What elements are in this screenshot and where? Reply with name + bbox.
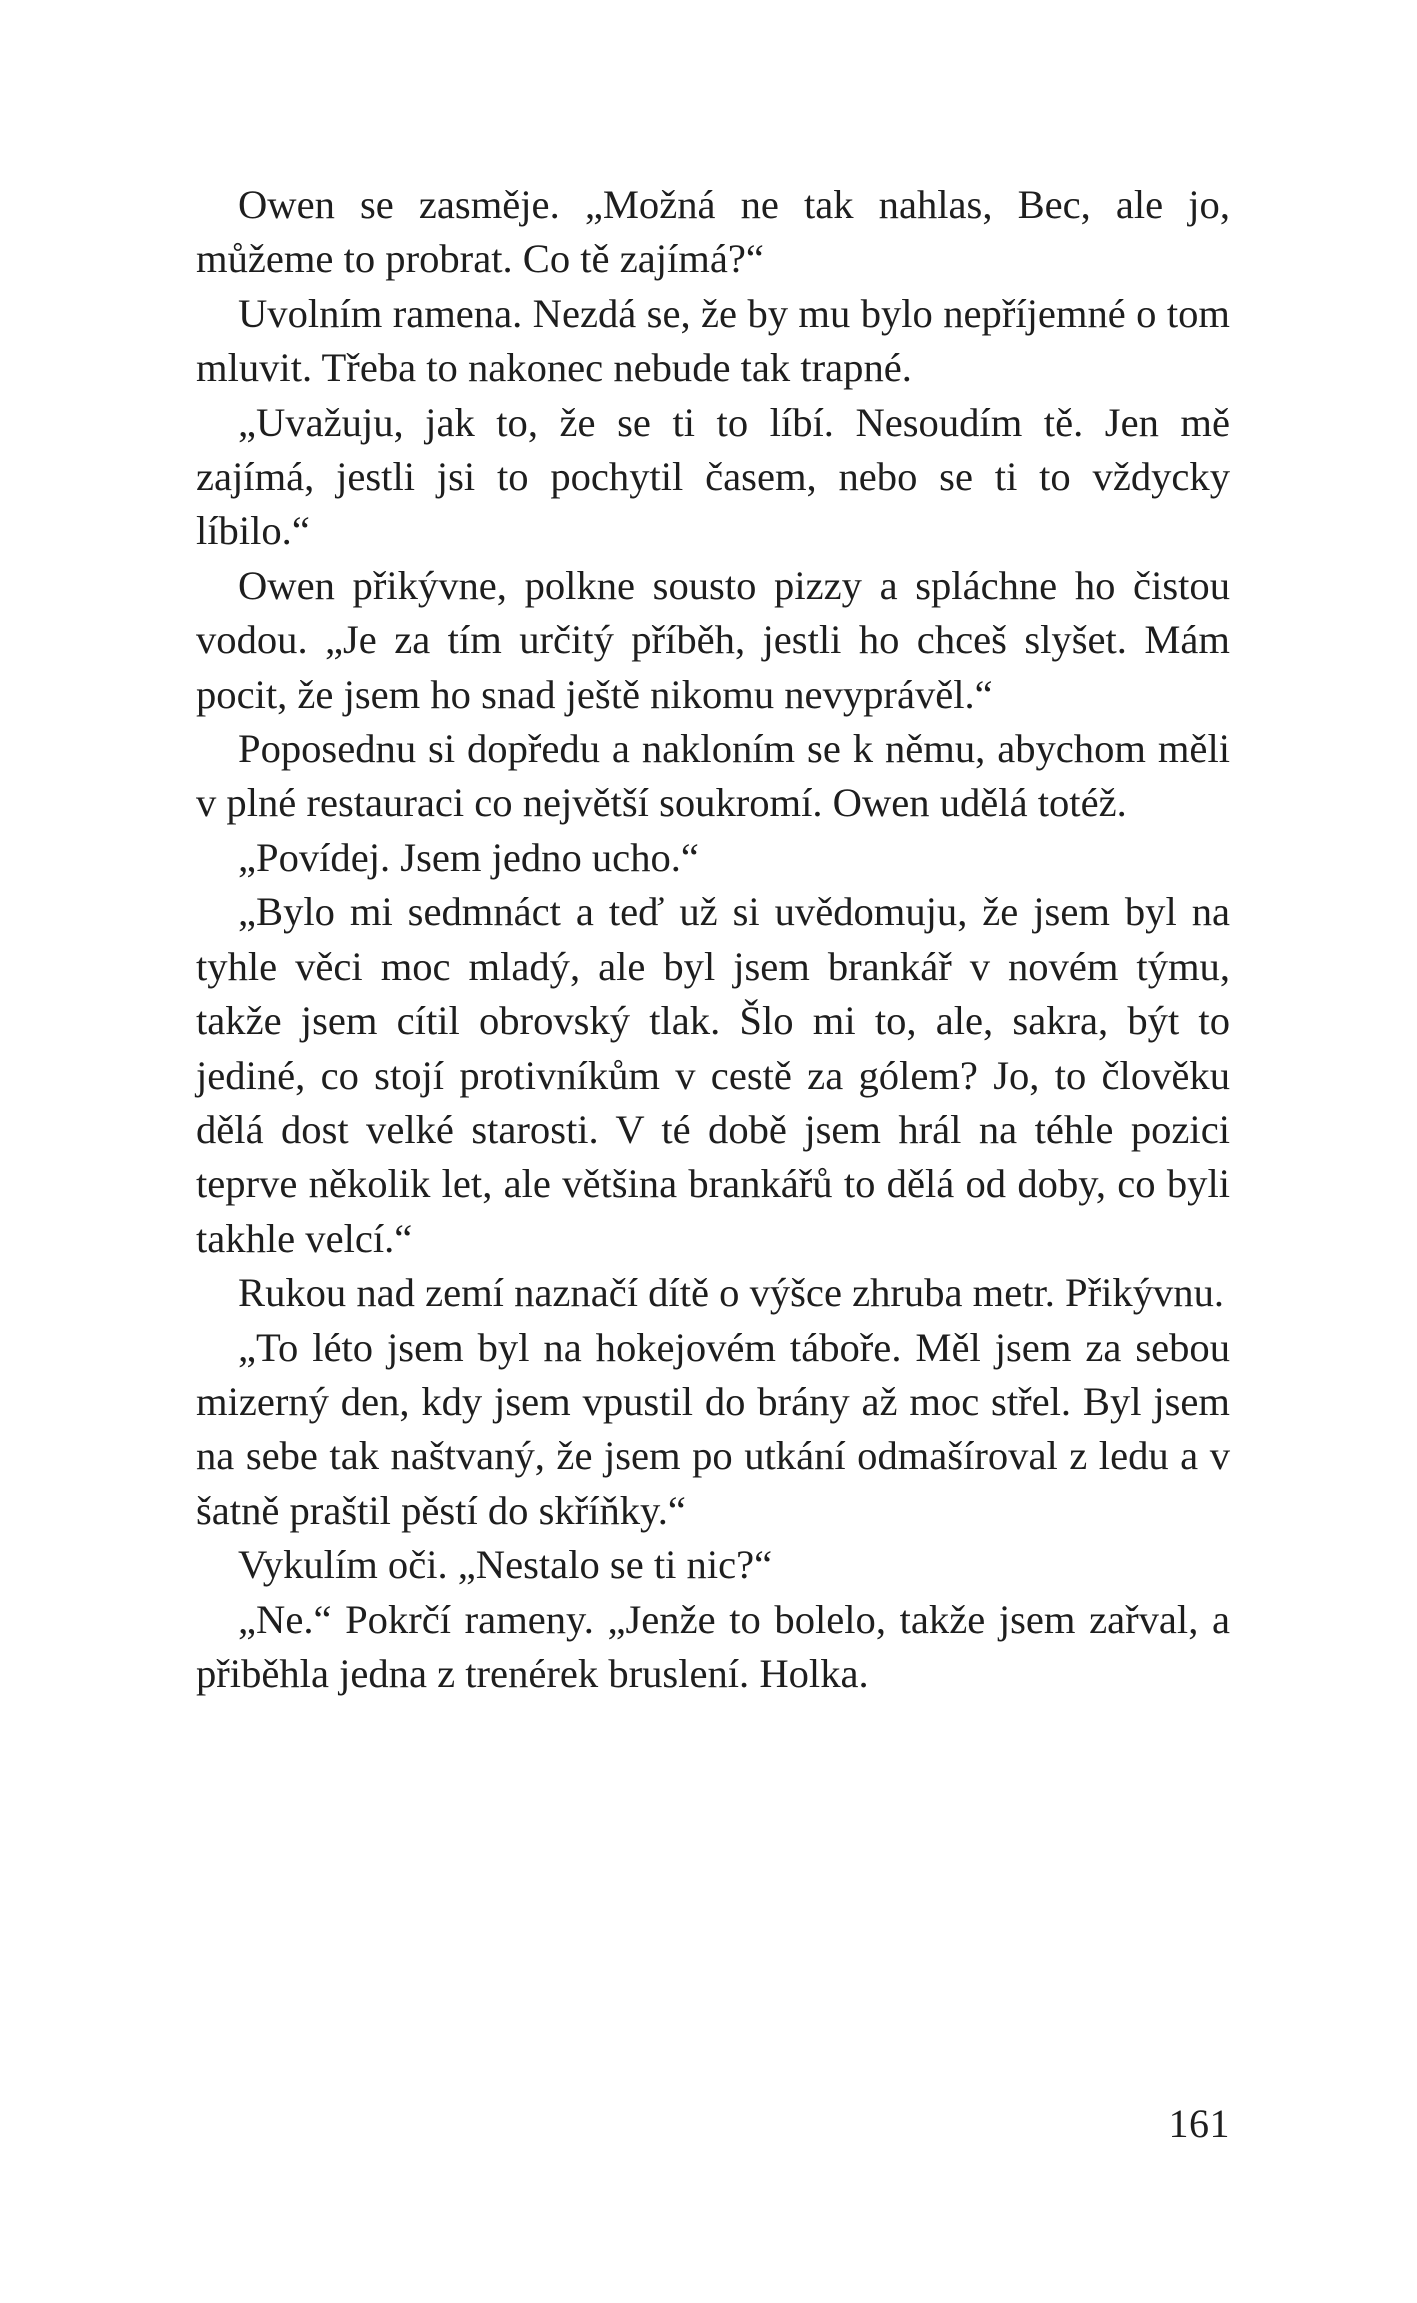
page-number: 161 bbox=[1168, 2101, 1230, 2146]
paragraph: Owen přikývne, polkne sousto pizzy a spláchne ho čistou vodou. „Je za tím určitý příběh, jestli ho chceš slyšet. Mám pocit, že jsem ho snad ještě nikomu nevyprávěl.“ bbox=[196, 562, 1230, 717]
paragraph: „Povídej. Jsem jedno ucho.“ bbox=[238, 834, 699, 880]
paragraph: Uvolním ramena. Nezdá se, že by mu bylo nepříjemné o tom mluvit. Třeba to nakonec nebude tak trapné. bbox=[196, 290, 1230, 391]
paragraph: Rukou nad zemí naznačí dítě o výšce zhruba metr. Přikývnu. bbox=[238, 1270, 1225, 1316]
paragraph: „Ne.“ Pokrčí rameny. „Jenže to bolelo, takže jsem zařval, a přiběhla jedna z trenérek bruslení. Holka. bbox=[196, 1596, 1230, 1696]
paragraph: Owen se zasměje. „Možná ne tak nahlas, Bec, ale jo, můžeme to probrat. Co tě zajímá?“ bbox=[196, 182, 1230, 282]
paragraph: „Uvažuju, jak to, že se ti to líbí. Nesoudím tě. Jen mě zajímá, jestli jsi to pochytil časem, nebo se ti to vždycky líbilo.“ bbox=[196, 399, 1230, 554]
body-text bbox=[196, 178, 1230, 1701]
paragraph: Poposednu si dopředu a nakloním se k němu, abychom měli v plné restauraci co největší soukromí. Owen udělá totéž. bbox=[196, 726, 1230, 826]
paragraph: „To léto jsem byl na hokejovém táboře. Měl jsem za sebou mizerný den, kdy jsem vpustil do brány až moc střel. Byl jsem na sebe tak naštvaný, že jsem po utkání odmašíroval z ledu a v šatně praštil pěstí do skříňky.“ bbox=[196, 1324, 1230, 1533]
paragraph: Vykulím oči. „Nestalo se ti nic?“ bbox=[238, 1542, 773, 1588]
paragraph: „Bylo mi sedmnáct a teď už si uvědomuju, že jsem byl na tyhle věci moc mladý, ale byl jsem brankář v novém týmu, takže jsem cítil obrovský tlak. Šlo mi to, ale, sakra, být to jediné, co stojí protivníkům v cestě za gólem? Jo, to člověku dělá dost velké starosti. V té době jsem hrál na téhle pozici teprve několik let, ale většina brankářů to dělá od doby, co byli takhle velcí.“ bbox=[196, 889, 1230, 1261]
